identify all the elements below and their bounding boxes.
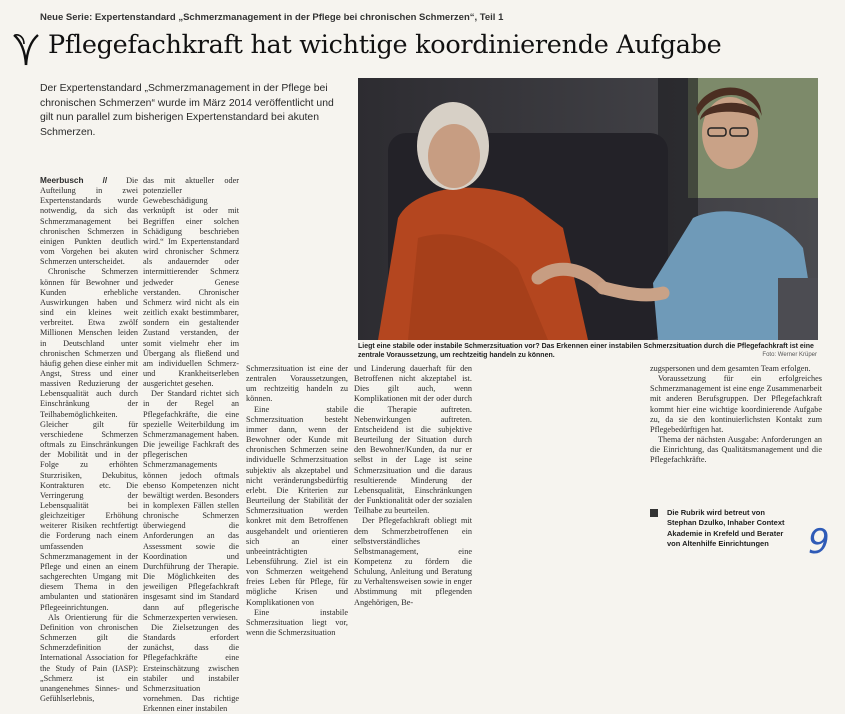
paragraph: Eine instabile Schmerzsituation liegt vor, wenn die Schmerzsituation: [246, 607, 348, 638]
column-4: [354, 364, 472, 607]
paragraph: Der Standard richtet sich in der Regel an Pflegefachkräfte, die eine spezielle Weiterbildung im Schmerzmanagement haben. Die jeweilige Fachkraft des pflegerischen Schmerzmanagements können jedoch oftmals ebenso Kompetenzen nicht bewältigt werden. Besonders in komplexen Fällen stellen chronische Schmerzen überwiegend die Anforderungen an das Assessment sowie die Koordination und Durchführung der Therapie. Die Möglichkeiten des jeweiligen Pflegefachkraft insgesamt sind im Standard dann auf pflegerische Schmerzexperten verwiesen.: [143, 389, 239, 622]
article-photo: [358, 78, 818, 340]
paragraph: Voraussetzung für ein erfolgreiches Schmerzmanagement ist eine enge Zusammenarbeit mit anderen Berufsgruppen. Der Pflegefachkraft kommt hier eine wichtige koordinierende Aufgabe zu, da sie den kontinuierlichsten Kontakt zum Pflegebedürftigen hat.: [650, 374, 822, 434]
photo-caption: Liegt eine stabile oder instabile Schmerzsituation vor? Das Erkennen einer instabilen Schmerzsituation durch die Pflegefachkraft ist eine zentrale Voraussetzung, um rechtzeitig handeln zu können.: [358, 343, 814, 359]
paragraph: Als Orientierung für die Definition von chronischen Schmerzen gilt die Schmerzdefinition der International Association for the Study of Pain (IASP): „Schmerz ist ein unangenehmes Sinnes- und Gefühlserlebnis,: [40, 612, 138, 703]
photo-nurse-and-elderly-woman: [358, 78, 818, 340]
column-1: [40, 176, 138, 703]
paragraph: Schmerzsituation ist eine der zentralen Voraussetzungen, um rechtzeitig handeln zu können.: [246, 364, 348, 404]
column-2: [143, 176, 239, 714]
paragraph: und Linderung dauerhaft für den Betroffenen nicht akzeptabel ist. Dies gilt auch, wenn Komplikationen mit der oder durch die Therapie auftreten. Nebenwirkungen auftreten. Entscheidend ist die subjektive Beurteilung der Situation durch den Bewohner/Kunden, da nur er selbst in der Lage ist seine Schmerzsituation und die daraus resultierende Minderung der Lebensqualität, Einschränkungen der Funktionalität oder der sozialen Teilhabe zu beurteilen.: [354, 364, 472, 516]
lead-paragraph: Der Expertenstandard „Schmerzmanagement in der Pflege bei chronischen Schmerzen“ wurde im März 2014 veröffentlicht und gilt nun parallel zum bisherigen Expertenstandard bei akuten Schmerzen.: [40, 83, 334, 138]
leaf-logo-icon: [12, 32, 40, 66]
paragraph: Thema der nächsten Ausgabe: Anforderungen an die Einrichtung, das Qualitätsmanagement und die Pflegefachkräfte.: [650, 435, 822, 465]
headline: Pflegefachkraft hat wichtige koordinierende Aufgabe: [48, 30, 722, 60]
paragraph: das mit aktueller oder potenzieller Gewebeschädigung verknüpft ist oder mit Begriffen einer solchen Schädigung beschrieben wird.“ Im Expertenstandard wird chronischer Schmerz als andauernder oder intermittierender Schmerz jedweder Genese verstanden. Chronischer Schmerz wird nicht als ein zeitlich exakt bestimmbarer, sondern ein gestaltender Zustand verstanden, der somit vielmehr eher im Übergang als fließend und am individuellen Schmerz- und Krankheitserleben ausgerichtet gesehen.: [143, 176, 239, 389]
column-5: [650, 364, 822, 504]
paragraph: Eine stabile Schmerzsituation besteht immer dann, wenn der Bewohner oder Kunde mit chronischen Schmerzen seine individuelle Schmerzsituation subjektiv als akzeptabel und nicht veränderungsbedürftig erlebt. Die Kriterien zur Beurteilung der Stabilität der Schmerzsituation werden konkret mit dem Betroffenen ausgehandelt und orientieren sich an einer unbeeinträchtigten Lebensführung. Ziel ist ein von Schmerzen weitgehend freies Leben für Pflege, für mögliche Krisen und Komplikationen von: [246, 404, 348, 607]
kicker-line: Neue Serie: Expertenstandard „Schmerzmanagement in der Pflege bei chronischen Schmerzen“, Teil 1: [40, 12, 504, 23]
headline-row: [12, 30, 832, 70]
dateline: Meerbusch //: [40, 176, 108, 185]
square-bullet-icon: [650, 509, 658, 517]
column-3: [246, 364, 348, 638]
author-info-box: [650, 508, 790, 549]
paragraph: Die Zielsetzungen des Standards erfordert zunächst, dass die Pflegefachkräfte eine Ersteinschätzung zwischen stabiler und instabiler Schmerzsituation vornehmen. Das richtige Erkennen einer instabilen: [143, 622, 239, 714]
paragraph: [40, 176, 138, 267]
photo-credit: Foto: Werner Krüper: [762, 352, 817, 358]
author-info-text: Die Rubrik wird betreut von Stephan Dzulko, Inhaber Context Akademie in Krefeld und Berater von Altenhilfe Einrichtungen: [667, 508, 785, 548]
paragraph: Der Pflegefachkraft obliegt mit dem Schmerzbetroffenen ein selbstverständliches Selbstmanagement, eine Kompetenz zu fördern die Schulung, Anleitung und Beratung zu Verhaltensweisen sowie in enger Abstimmung mit pflegenden Angehörigen, Be-: [354, 516, 472, 607]
page-number: 9: [808, 522, 830, 562]
paragraph: Chronische Schmerzen können für Bewohner und Kunden erhebliche Auswirkungen haben und sind ein kleines weit verbreitet. Etwa zwölf Millionen Menschen leiden in Deutschland unter chronischen Schmerzen und häufig gehen diese einher mit Angst, Stress und einer massiven Reduzierung der Lebensqualität auch durch Einschränkung der Teilhabemöglichkeiten. Gleicher gilt für verschiedene Schmerzen oftmals zu Einschränkungen der Mobilität und in der Folge zu erhöhten Sturzrisiken, Dekubitus, Kontrakturen etc. Die Verringerung der Lebensqualität bei gleichzeitiger Erhöhung weiterer Risiken rechtfertigt die Forderung nach einem umfassenden Schmerzmanagement in der Pflege und einen an einem sachgerechten Umgang mit diesem Thema in den ambulanten und stationären Pflegeeinrichtungen.: [40, 267, 138, 612]
paragraph-text: Die Aufteilung in zwei Expertenstandards wurde notwendig, da sich das Schmerzmanagement bei chronischen Schmerzen in einigen Punkten deutlich vom Vorgehen bei akuten Schmerzen unterscheidet.: [40, 176, 138, 267]
paragraph: zugspersonen und dem gesamten Team erfolgen.: [650, 364, 811, 373]
